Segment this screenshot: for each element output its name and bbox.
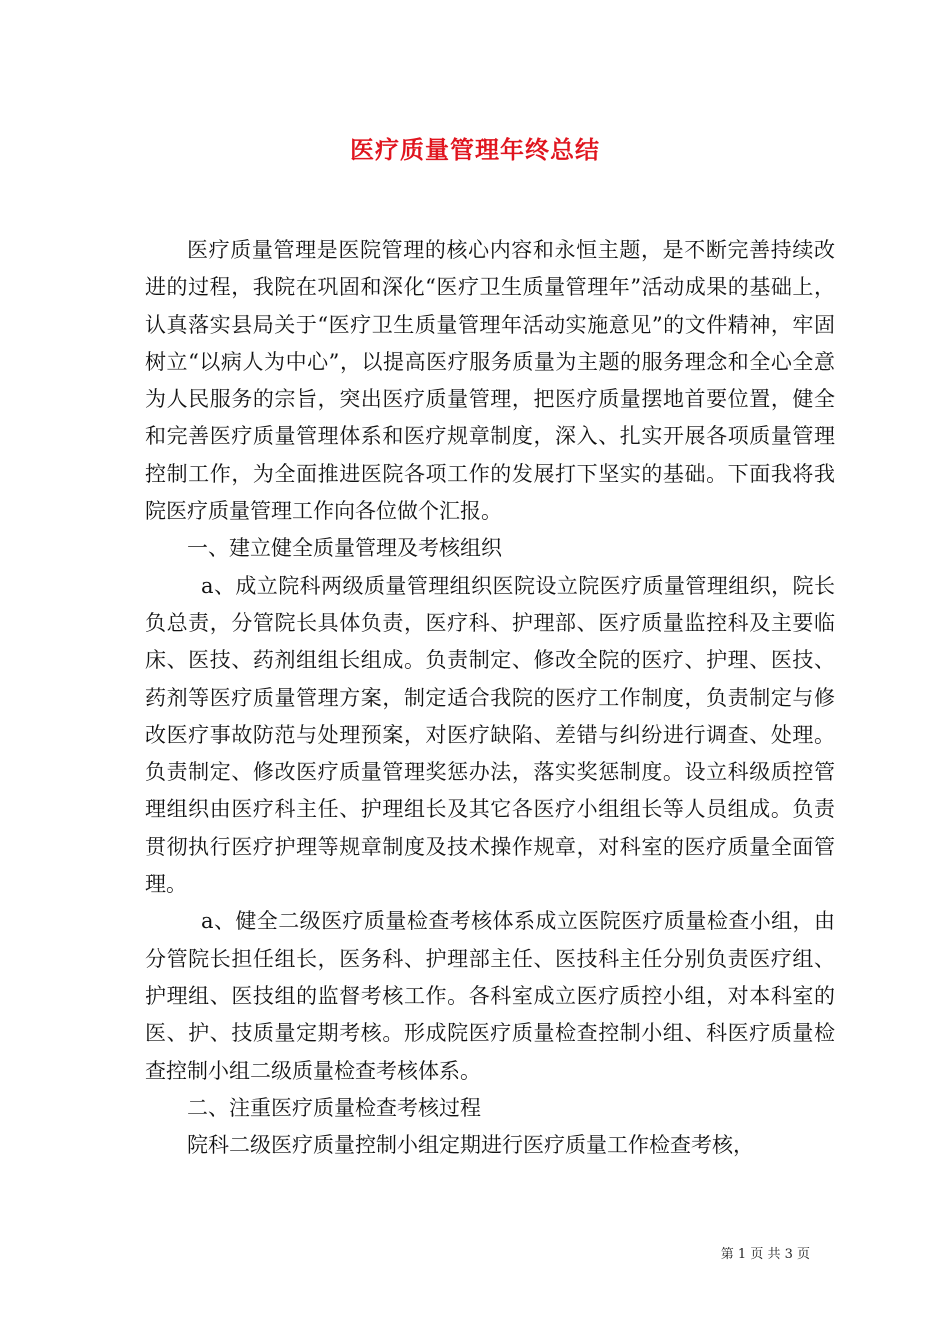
page-number: 第 1 页 共 3 页 bbox=[720, 1247, 810, 1262]
intro-paragraph: 医疗质量管理是医院管理的核心内容和永恒主题，是不断完善持续改进的过程，我院在巩固和深化“医疗卫生质量管理年”活动成果的基础上，认真落实县局关于“医疗卫生质量管理年活动实施意见”的文件精神，牢固树立“以病人为中心”，以提高医疗服务质量为主题的服务理念和全心全意为人民服务的宗旨，突出医疗质量管理，把医疗质量摆地首要位置，健全和完善医疗质量管理体系和医疗规章制度，深入、扎实开展各项质量管理控制工作，为全面推进医院各项工作的发展打下坚实的基础。下面我将我院医疗质量管理工作向各位做个汇报。 bbox=[145, 238, 835, 524]
section-heading-2: 二、注重医疗质量检查考核过程 bbox=[187, 1095, 481, 1120]
document-title: 医疗质量管理年终总结 bbox=[350, 135, 600, 164]
document-body bbox=[145, 232, 835, 1164]
paragraph-inspection-process: 院科二级医疗质量控制小组定期进行医疗质量工作检查考核， bbox=[187, 1133, 754, 1158]
paragraph-org-setup: a、成立院科两级质量管理组织医院设立院医疗质量管理组织，院长负总责，分管院长具体负责，医疗科、护理部、医疗质量监控科及主要临床、医技、药剂组组长组成。负责制定、修改全院的医疗、护理、医技、药剂等医疗质量管理方案，制定适合我院的医疗工作制度，负责制定与修改医疗事故防范与处理预案，对医疗缺陷、差错与纠纷进行调查、处理。负责制定、修改医疗质量管理奖惩办法，落实奖惩制度。设立科级质控管理组织由医疗科主任、护理组长及其它各医疗小组组长等人员组成。负责贯彻执行医疗护理等规章制度及技术操作规章，对科室的医疗质量全面管理。 bbox=[145, 573, 835, 897]
paragraph-inspection-system: a、健全二级医疗质量检查考核体系成立医院医疗质量检查小组，由分管院长担任组长，医务科、护理部主任、医技科主任分别负责医疗组、护理组、医技组的监督考核工作。各科室成立医疗质控小组，对本科室的医、护、技质量定期考核。形成院医疗质量检查控制小组、科医疗质量检查控制小组二级质量检查考核体系。 bbox=[145, 909, 835, 1083]
section-heading-1: 一、建立健全质量管理及考核组织 bbox=[187, 536, 502, 561]
